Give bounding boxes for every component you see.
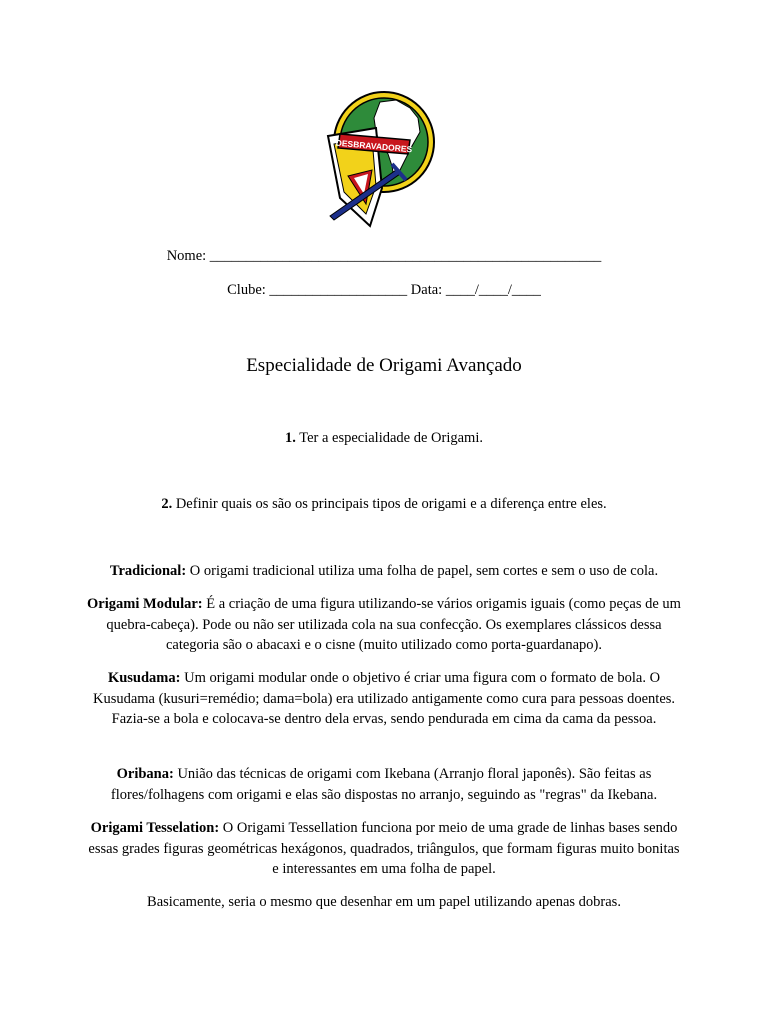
section-kusudama	[86, 668, 682, 730]
section-term: Origami Tesselation:	[90, 820, 220, 836]
item-2	[0, 494, 768, 514]
section-term: Tradicional:	[109, 563, 187, 579]
section-term: Origami Modular:	[87, 596, 203, 612]
item-2-text: Definir quais os são os principais tipos de origami e a diferença entre eles.	[172, 496, 607, 512]
section-term: Kusudama:	[107, 670, 181, 686]
club-date-field-line: Clube: ___________________ Data: ____/____/____	[227, 282, 541, 298]
item-1-number: 1.	[284, 430, 296, 446]
page-title: Especialidade de Origami Avançado	[246, 355, 522, 376]
item-1	[0, 428, 768, 448]
desbravadores-logo	[322, 88, 446, 234]
section-text: União das técnicas de origami com Ikebana (Arranjo floral japonês). São feitas as flores/folhagens com origami e elas são dispostas no arranjo, seguindo as "regras" da Ikebana.	[110, 766, 658, 803]
logo-banner-text: DESBRAVADORES	[335, 137, 413, 155]
section-tradicional	[86, 561, 682, 582]
section-origami-modular	[86, 594, 682, 656]
name-field-line: Nome: ______________________________________________________	[166, 248, 602, 264]
item-2-number: 2.	[161, 496, 173, 512]
desbravadores-emblem-icon	[322, 88, 446, 234]
section-text: O origami tradicional utiliza uma folha de papel, sem cortes e sem o uso de cola.	[186, 563, 659, 579]
section-origami-tesselation	[86, 818, 682, 880]
item-1-text: Ter a especialidade de Origami.	[295, 430, 483, 446]
closing-paragraph: Basicamente, seria o mesmo que desenhar em um papel utilizando apenas dobras.	[147, 894, 621, 910]
section-oribana	[86, 764, 682, 805]
section-text: É a criação de uma figura utilizando-se vários origamis iguais (como peças de um quebra-cabeça). Pode ou não ser utilizada cola na sua confecção. Os exemplares clássicos dessa categoria são o abacaxi e o cisne (muito utilizado como porta-guardanapo).	[106, 596, 681, 653]
section-text: O Origami Tessellation funciona por meio de uma grade de linhas bases sendo essas grades figuras geométricas hexágonos, quadrados, triângulos, que formam figuras muito bonitas e interessantes em uma folha de papel.	[88, 820, 680, 877]
section-text: Um origami modular onde o objetivo é criar uma figura com o formato de bola. O Kusudama (kusuri=remédio; dama=bola) era utilizado antigamente como cura para pessoas doentes. Fazia-se a bola e colocava-se dentro dela ervas, sendo pendurada em cima da cama da pessoa.	[92, 670, 676, 727]
section-term: Oribana:	[116, 766, 174, 782]
